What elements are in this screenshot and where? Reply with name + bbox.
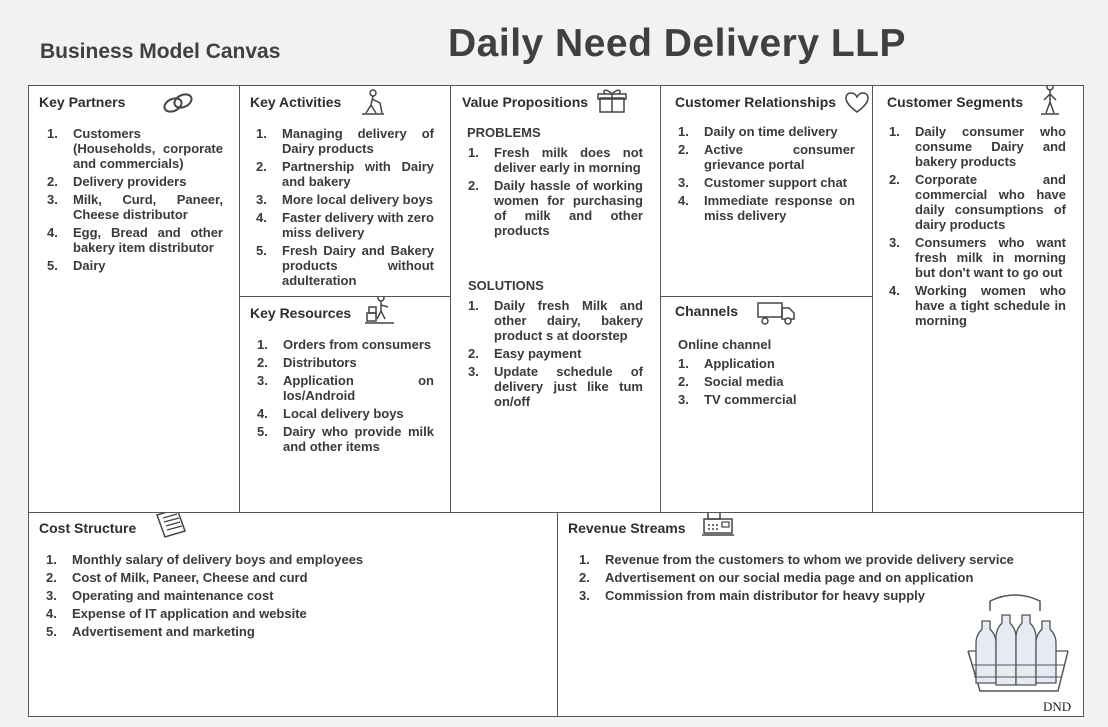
list-item: 2. Advertisement on our social media page and on application xyxy=(579,570,974,585)
problems-list xyxy=(468,145,643,241)
channels-title: Channels xyxy=(675,303,739,319)
channels-list xyxy=(678,356,855,410)
chain-link-icon xyxy=(161,90,195,116)
list-item: 3. Customer support chat xyxy=(678,175,848,190)
key-activities-block xyxy=(239,85,451,297)
gift-icon xyxy=(596,86,630,116)
list-item: 1. Managing delivery of Dairy products xyxy=(256,126,434,156)
list-item: 1. Daily on time delivery xyxy=(678,124,838,139)
value-propositions-block xyxy=(450,85,661,513)
list-item: 5. Fresh Dairy and Bakery products without adulteration xyxy=(256,243,434,288)
person-standing-icon xyxy=(1039,85,1061,116)
key-partners-block xyxy=(28,85,240,513)
list-item: 1. Daily consumer who consume Dairy and bakery products xyxy=(889,124,1066,169)
list-item: 1. Application xyxy=(678,356,775,371)
list-item: 3. Update schedule of delivery just like tum on/off xyxy=(468,364,643,409)
cost-structure-title: Cost Structure xyxy=(39,520,137,536)
channels-intro: Online channel xyxy=(678,337,772,352)
customer-segments-block xyxy=(872,85,1084,513)
logo-text: DND xyxy=(1043,699,1072,714)
delivery-truck-icon xyxy=(756,299,796,327)
list-item: 3. Consumers who want fresh milk in morning but don't want to go out xyxy=(889,235,1066,280)
list-item: 4. Faster delivery with zero miss delivery xyxy=(256,210,434,240)
list-item: 1. Fresh milk does not deliver early in morning xyxy=(468,145,643,175)
list-item: 1. Customers (Households, corporate and commercials) xyxy=(47,126,223,171)
solutions-label: SOLUTIONS xyxy=(468,278,544,293)
list-item: 4. Immediate response on miss delivery xyxy=(678,193,855,223)
receipt-icon xyxy=(153,512,189,539)
list-item: 5. Dairy xyxy=(47,258,106,273)
list-item: 1. Daily fresh Milk and other dairy, bakery product s at doorstep xyxy=(468,298,643,343)
customer-segments-list xyxy=(889,124,1066,331)
list-item: 5. Advertisement and marketing xyxy=(46,624,255,639)
milk-bottles-crate-icon xyxy=(960,591,1070,696)
list-item: 1. Revenue from the customers to whom we provide delivery service xyxy=(579,552,1014,567)
header-subtitle: Business Model Canvas xyxy=(40,40,281,63)
list-item: 4. Egg, Bread and other bakery item distributor xyxy=(47,225,223,255)
key-resources-title: Key Resources xyxy=(250,305,352,321)
revenue-streams-title: Revenue Streams xyxy=(568,520,686,536)
problems-label: PROBLEMS xyxy=(467,125,541,140)
worker-icon xyxy=(360,88,386,116)
list-item: 5. Dairy who provide milk and other items xyxy=(257,424,434,454)
person-with-boxes-icon xyxy=(364,296,396,327)
key-resources-block xyxy=(239,296,451,513)
list-item: 2. Daily hassle of working women for purchasing of milk and other products xyxy=(468,178,643,238)
list-item: 3. Operating and maintenance cost xyxy=(46,588,274,603)
list-item: 4. Expense of IT application and website xyxy=(46,606,307,621)
cost-structure-block xyxy=(28,512,558,717)
list-item: 2. Distributors xyxy=(257,355,357,370)
list-item: 2. Social media xyxy=(678,374,784,389)
cost-structure-list xyxy=(46,552,526,642)
list-item: 2. Cost of Milk, Paneer, Cheese and curd xyxy=(46,570,308,585)
list-item: 3. Commission from main distributor for heavy supply xyxy=(579,588,925,603)
key-partners-title: Key Partners xyxy=(39,94,126,110)
key-partners-list xyxy=(47,126,223,276)
list-item: 3. Application on Ios/Android xyxy=(257,373,434,403)
list-item: 2. Active consumer grievance portal xyxy=(678,142,855,172)
key-resources-list xyxy=(257,337,434,457)
value-propositions-title: Value Propositions xyxy=(462,94,589,110)
customer-relationships-list xyxy=(678,124,855,226)
customer-relationships-block xyxy=(660,85,873,297)
list-item: 2. Easy payment xyxy=(468,346,582,361)
list-item: 2. Delivery providers xyxy=(47,174,187,189)
list-item: 1. Orders from consumers xyxy=(257,337,432,352)
key-activities-list xyxy=(256,126,434,291)
cash-register-icon xyxy=(700,512,738,539)
list-item: 4. Working women who have a tight schedule in morning xyxy=(889,283,1066,328)
list-item: 3. More local delivery boys xyxy=(256,192,434,207)
list-item: 1. Monthly salary of delivery boys and employees xyxy=(46,552,364,567)
page-title: Daily Need Delivery LLP xyxy=(448,22,907,65)
heart-icon xyxy=(845,92,869,114)
list-item: 2. Corporate and commercial who have daily consumptions of dairy products xyxy=(889,172,1066,232)
list-item: 3. Milk, Curd, Paneer, Cheese distributor xyxy=(47,192,223,222)
list-item: 3. TV commercial xyxy=(678,392,797,407)
list-item: 4. Local delivery boys xyxy=(257,406,404,421)
channels-block xyxy=(660,296,873,513)
key-activities-title: Key Activities xyxy=(250,94,342,110)
solutions-list xyxy=(468,298,643,412)
list-item: 2. Partnership with Dairy and bakery xyxy=(256,159,434,189)
customer-segments-title: Customer Segments xyxy=(887,94,1024,110)
revenue-streams-block xyxy=(557,512,1084,717)
customer-relationships-title: Customer Relationships xyxy=(675,94,837,110)
